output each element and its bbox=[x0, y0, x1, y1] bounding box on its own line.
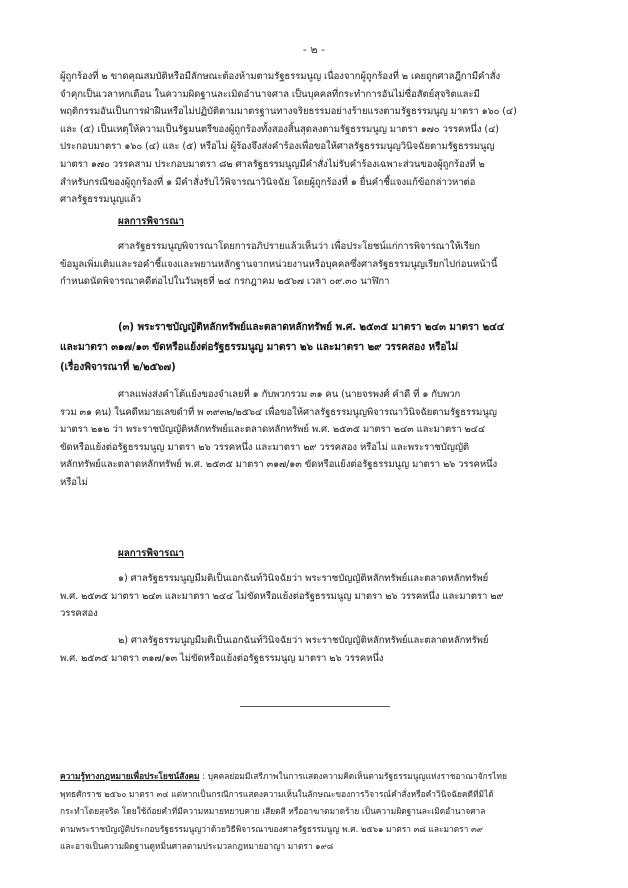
text-line: ๒) ศาลรัฐธรรมนูญมีมติเป็นเอกฉันท์วินิจฉัยว่า พระราชบัญญัติหลักทรัพย์และตลาดหลักทรัพย์ bbox=[118, 635, 489, 646]
text-line: ศาลรัฐธรรมนูญพิจารณาโดยการอภิปรายแล้วเห็นว่า เพื่อประโยชน์แก่การพิจารณาให้เรียก bbox=[118, 241, 481, 252]
text-line: พฤติกรรมอันเป็นการฝ่าฝืนหรือไม่ปฏิบัติตามมาตรฐานทางจริยธรรมอย่างร้ายแรงตามรัฐธรรมนูญ มาตรา ๑๖๐ (๔) bbox=[60, 106, 517, 118]
text-line: และ (๕) เป็นเหตุให้ความเป็นรัฐมนตรีของผู้ถูกร้องทั้งสองสิ้นสุดลงตามรัฐธรรมนูญ มาตรา ๑๗๐ วรรคหนึ่ง (๔) bbox=[60, 123, 499, 135]
text-line: รวม ๓๑ คน) ในคดีหมายเลขดำที่ พ ๓๙๓๒/๒๕๖๔ เพื่อขอให้ศาลรัฐธรรมนูญพิจารณาวินิจฉัยตามรัฐธรรมนูญ bbox=[60, 406, 497, 418]
footnote-line: และอาจเป็นความผิดฐานดูหมิ่นศาลตามประมวลกฎหมายอาญา มาตรา ๑๙๘ bbox=[60, 841, 334, 852]
result-2-item-1 bbox=[60, 570, 565, 623]
section-heading-result-1: ผลการพิจารณา bbox=[118, 216, 184, 227]
text-line: หรือไม่ bbox=[60, 476, 88, 488]
text-line: ศาลรัฐธรรมนูญแล้ว bbox=[60, 194, 142, 206]
page-number: - ๒ - bbox=[302, 43, 326, 56]
text-line: พ.ศ. ๒๕๓๕ มาตรา ๒๔๓ และมาตรา ๒๔๔ ไม่ขัดหรือแย้งต่อรัฐธรรมนูญ มาตรา ๒๖ วรรคหนึ่ง และมาตรา ๒๙ bbox=[60, 590, 504, 602]
text-line: สำหรับกรณีของผู้ถูกร้องที่ ๑ มีคำสั่งรับไว้พิจารณาวินิจฉัย โดยผู้ถูกร้องที่ ๑ ยื่นคำชี้แจงแก้ข้อกล่าวหาต่อ bbox=[60, 176, 476, 188]
text-line: ศาลแพ่งส่งคำโต้แย้งของจำเลยที่ ๑ กับพวกรวม ๓๑ คน (นายจรพงศ์ คำดี ที่ ๑ กับพวก bbox=[118, 389, 461, 400]
continuation-paragraph bbox=[60, 68, 565, 209]
footnote-first-line-text: : บุคคลย่อมมีเสรีภาพในการแสดงความคิดเห็นตามรัฐธรรมนูญแห่งราชอาณาจักรไทย bbox=[199, 771, 507, 781]
text-line: กำหนดนัดพิจารณาคดีต่อไปในวันพุธที่ ๒๔ กรกฎาคม ๒๕๖๗ เวลา ๐๙.๓๐ นาฬิกา bbox=[60, 276, 390, 288]
result-1-paragraph bbox=[60, 238, 565, 291]
item-3-facts-paragraph bbox=[60, 386, 565, 492]
text-line: (๓) พระราชบัญญัติหลักทรัพย์และตลาดหลักทรัพย์ พ.ศ. ๒๕๓๕ มาตรา ๒๔๓ มาตรา ๒๔๔ bbox=[118, 322, 505, 333]
text-line: จำคุกเป็นเวลาหกเดือน ในความผิดฐานละเมิดอำนาจศาล เป็นบุคคลที่กระทำการอันไม่ซื่อสัตย์สุจริตและมี bbox=[60, 88, 480, 100]
section-heading-result-2: ผลการพิจารณา bbox=[118, 548, 184, 559]
text-line: ๑) ศาลรัฐธรรมนูญมีมติเป็นเอกฉันท์วินิจฉัยว่า พระราชบัญญัติหลักทรัพย์และตลาดหลักทรัพย์ bbox=[118, 573, 489, 584]
item-3-title bbox=[60, 318, 565, 378]
text-line: มาตรา ๑๗๐ วรรคสาม ประกอบมาตรา ๘๒ ศาลรัฐธรรมนูญมีคำสั่งไม่รับคำร้องเฉพาะส่วนของผู้ถูกร้องที่ ๒ bbox=[60, 158, 485, 170]
text-line: ข้อมูลเพิ่มเติมและรอคำชี้แจงและพยานหลักฐานจากหน่วยงานหรือบุคคลซึ่งศาลรัฐธรรมนูญเรียกไปก่อนหน้านี้ bbox=[60, 258, 498, 270]
text-line: ผู้ถูกร้องที่ ๒ ขาดคุณสมบัติหรือมีลักษณะต้องห้ามตามรัฐธรรมนูญ เนื่องจากผู้ถูกร้องที่ ๒ เคยถูกศาลฎีกามีคำสั่ง bbox=[60, 71, 501, 82]
text-line: และมาตรา ๓๑๗/๑๓ ขัดหรือแย้งต่อรัฐธรรมนูญ มาตรา ๒๖ และมาตรา ๒๙ วรรคสอง หรือไม่ bbox=[60, 342, 459, 353]
text-line: พ.ศ. ๒๕๓๕ มาตรา ๓๑๗/๑๓ ไม่ขัดหรือแย้งต่อรัฐธรรมนูญ มาตรา ๒๖ วรรคหนึ่ง bbox=[60, 652, 384, 664]
footnote-line: พุทธศักราช ๒๕๖๐ มาตรา ๓๔ แต่หากเป็นกรณีการแสดงความเห็นในลักษณะของการวิจารณ์คำสั่งหรือคำวินิจฉัยคดีที่มิได้ bbox=[60, 788, 494, 799]
text-line: มาตรา ๒๑๒ ว่า พระราชบัญญัติหลักทรัพย์และตลาดหลักทรัพย์ พ.ศ. ๒๕๓๕ มาตรา ๒๔๓ และมาตรา ๒๔๔ bbox=[60, 424, 485, 436]
result-2-item-2 bbox=[60, 632, 565, 667]
text-line: (เรื่องพิจารณาที่ ๒/๒๕๖๗) bbox=[60, 362, 176, 373]
footnote-line: ตามพระราชบัญญัติประกอบรัฐธรรมนูญว่าด้วยวิธีพิจารณาของศาลรัฐธรรมนูญ พ.ศ. ๒๕๖๑ มาตรา ๓๘ และมาตรา ๓๙ bbox=[60, 823, 483, 834]
footnote-first-line bbox=[60, 768, 565, 786]
text-line: ประกอบมาตรา ๑๖๐ (๔) และ (๕) หรือไม่ ผู้ร้องจึงส่งคำร้องเพื่อขอให้ศาลรัฐธรรมนูญวินิจฉัยตามรัฐธรรมนูญ bbox=[60, 141, 495, 153]
text-line: หลักทรัพย์และตลาดหลักทรัพย์ พ.ศ. ๒๕๓๕ มาตรา ๓๑๗/๑๓ ขัดหรือแย้งต่อรัฐธรรมนูญ มาตรา ๒๖ วรรคหนึ่ง bbox=[60, 459, 498, 471]
text-line: ขัดหรือแย้งต่อรัฐธรรมนูญ มาตรา ๒๖ วรรคหนึ่ง และมาตรา ๒๙ วรรคสอง หรือไม่ และพระราชบัญญัติ bbox=[60, 441, 470, 453]
footnote-label: ความรู้ทางกฎหมายเพื่อประโยชน์สังคม bbox=[60, 771, 200, 781]
footnote-line: กระทำโดยสุจริต โดยใช้ถ้อยคำที่มีความหมายหยาบคาย เสียดสี หรืออาฆาตมาดร้าย เป็นความผิดฐานละเมิดอำนาจศาล bbox=[60, 806, 486, 817]
legal-knowledge-footnote bbox=[60, 768, 565, 856]
section-divider bbox=[240, 706, 390, 707]
text-line: วรรคสอง bbox=[60, 608, 98, 620]
